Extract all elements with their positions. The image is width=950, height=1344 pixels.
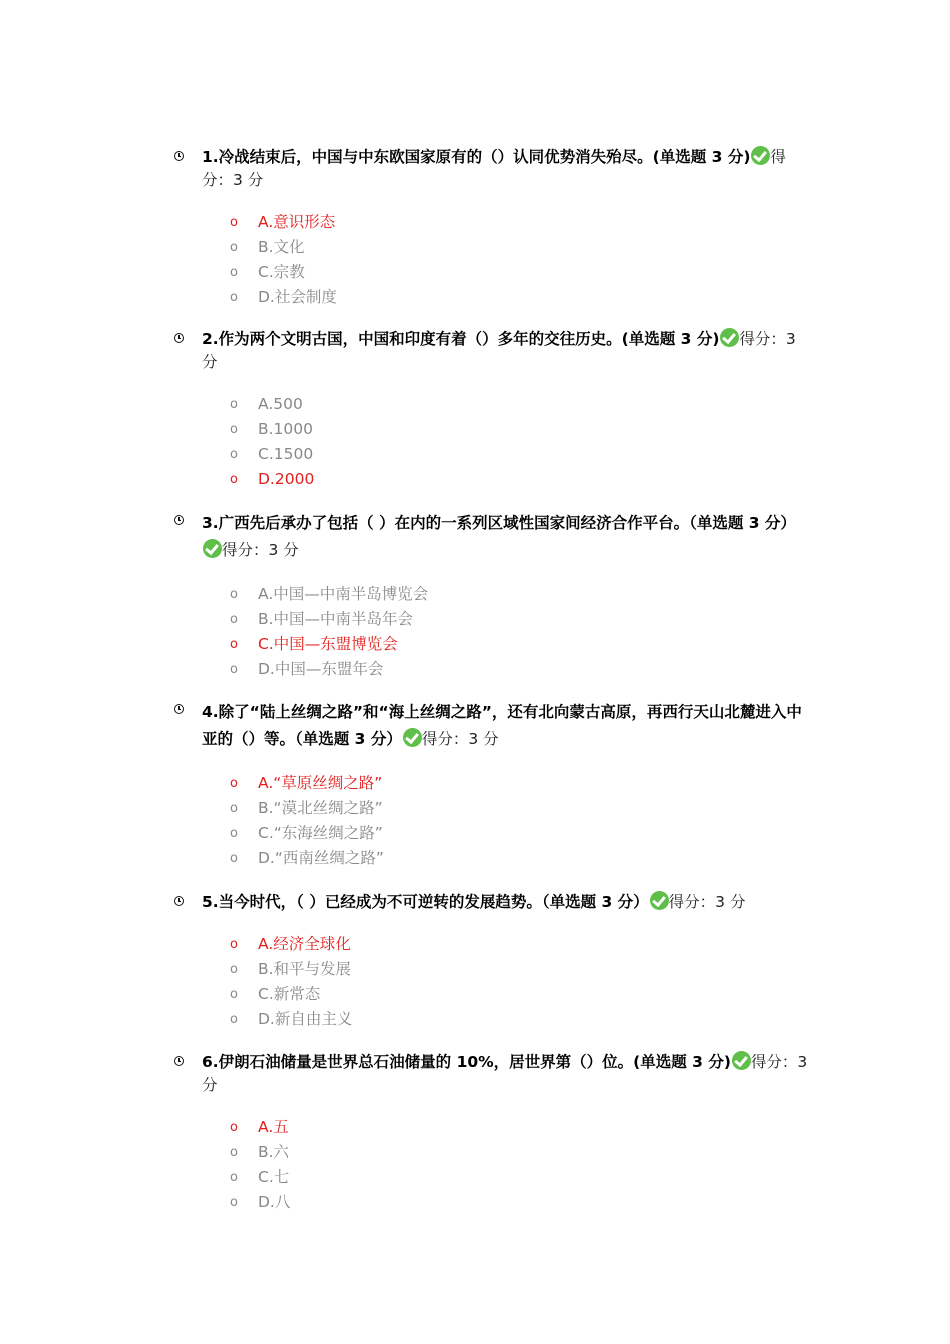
bullet: o (230, 1170, 238, 1185)
option-list (172, 392, 812, 492)
clock-icon (174, 896, 184, 906)
option-c[interactable] (230, 982, 812, 1007)
option-b[interactable] (230, 957, 812, 982)
option-label: D.2000 (258, 470, 315, 488)
question-5 (172, 891, 812, 1032)
option-c[interactable] (230, 821, 812, 846)
option-label: B.和平与发展 (258, 960, 352, 978)
check-circle-icon (650, 891, 669, 910)
question-score: 得分：3 分 (202, 330, 796, 371)
clock-icon (174, 704, 184, 714)
bullet: o (230, 612, 238, 627)
question-text: 1.冷战结束后，中国与中东欧国家原有的（）认同优势消失殆尽。(单选题 3 分) (202, 148, 751, 166)
bullet: o (230, 826, 238, 841)
bullet: o (230, 397, 238, 412)
question-4 (172, 699, 812, 871)
option-list (172, 210, 812, 310)
bullet: o (230, 962, 238, 977)
clock-icon (174, 151, 184, 161)
option-d[interactable] (230, 846, 812, 871)
question-5-header (172, 891, 812, 914)
option-a[interactable] (230, 582, 812, 607)
question-4-header (172, 699, 812, 753)
option-label: D.八 (258, 1193, 291, 1211)
option-a[interactable] (230, 1115, 812, 1140)
option-a[interactable] (230, 210, 812, 235)
option-d[interactable] (230, 285, 812, 310)
question-text: 4.除了“陆上丝绸之路”和“海上丝绸之路”，还有北向蒙古高原，再西行天山北麓进入中亚的（）等。（单选题 3 分） (202, 703, 802, 748)
option-a[interactable] (230, 932, 812, 957)
option-a[interactable] (230, 392, 812, 417)
check-circle-icon (720, 328, 739, 347)
quiz-results (172, 146, 812, 1215)
option-b[interactable] (230, 1140, 812, 1165)
bullet: o (230, 240, 238, 255)
bullet: o (230, 215, 238, 230)
option-d[interactable] (230, 1190, 812, 1215)
option-a[interactable] (230, 771, 812, 796)
question-score: 得分：3 分 (421, 730, 499, 748)
clock-icon (174, 1056, 184, 1066)
option-list (172, 771, 812, 871)
question-score: 得分：3 分 (668, 893, 746, 911)
option-label: A.“草原丝绸之路” (258, 774, 383, 792)
option-label: A.500 (258, 395, 303, 413)
option-label: C.“东海丝绸之路” (258, 824, 383, 842)
question-score: 得分：3 分 (202, 1053, 808, 1094)
bullet: o (230, 776, 238, 791)
bullet: o (230, 1195, 238, 1210)
check-circle-icon (751, 146, 770, 165)
option-label: C.七 (258, 1168, 290, 1186)
option-list (172, 932, 812, 1032)
question-text: 2.作为两个文明古国，中国和印度有着（）多年的交往历史。(单选题 3 分) (202, 330, 720, 348)
option-b[interactable] (230, 417, 812, 442)
bullet: o (230, 937, 238, 952)
bullet: o (230, 1120, 238, 1135)
option-label: B.中国—中南半岛年会 (258, 610, 414, 628)
question-3 (172, 510, 812, 682)
bullet: o (230, 265, 238, 280)
bullet: o (230, 290, 238, 305)
option-label: A.经济全球化 (258, 935, 351, 953)
question-2-header (172, 328, 812, 374)
option-label: C.中国—东盟博览会 (258, 635, 398, 653)
option-label: D.新自由主义 (258, 1010, 353, 1028)
question-3-header (172, 510, 812, 564)
option-label: A.意识形态 (258, 213, 336, 231)
option-b[interactable] (230, 235, 812, 260)
option-label: A.五 (258, 1118, 289, 1136)
bullet: o (230, 447, 238, 462)
question-1-header (172, 146, 812, 192)
option-c[interactable] (230, 260, 812, 285)
option-list (172, 1115, 812, 1215)
bullet: o (230, 662, 238, 677)
bullet: o (230, 637, 238, 652)
option-label: D.“西南丝绸之路” (258, 849, 384, 867)
check-circle-icon (732, 1051, 751, 1070)
bullet: o (230, 587, 238, 602)
question-6 (172, 1051, 812, 1215)
question-text: 3.广西先后承办了包括（ ）在内的一系列区域性国家间经济合作平台。（单选题 3 分） (202, 514, 796, 532)
option-label: B.文化 (258, 238, 305, 256)
bullet: o (230, 422, 238, 437)
option-b[interactable] (230, 796, 812, 821)
bullet: o (230, 851, 238, 866)
option-label: B.六 (258, 1143, 290, 1161)
option-label: B.1000 (258, 420, 314, 438)
bullet: o (230, 801, 238, 816)
option-label: A.中国—中南半岛博览会 (258, 585, 429, 603)
option-d[interactable] (230, 1007, 812, 1032)
question-1 (172, 146, 812, 310)
bullet: o (230, 1145, 238, 1160)
option-d[interactable] (230, 467, 812, 492)
option-b[interactable] (230, 607, 812, 632)
bullet: o (230, 987, 238, 1002)
bullet: o (230, 472, 238, 487)
option-label: C.新常态 (258, 985, 321, 1003)
question-text: 5.当今时代，（ ）已经成为不可逆转的发展趋势。（单选题 3 分） (202, 893, 649, 911)
bullet: o (230, 1012, 238, 1027)
check-circle-icon (203, 539, 222, 558)
option-label: C.宗教 (258, 263, 305, 281)
question-score: 得分：3 分 (202, 148, 786, 189)
option-list (172, 582, 812, 682)
check-circle-icon (403, 728, 422, 747)
option-label: B.“漠北丝绸之路” (258, 799, 383, 817)
question-6-header (172, 1051, 812, 1097)
option-c[interactable] (230, 632, 812, 657)
option-label: C.1500 (258, 445, 314, 463)
question-score: 得分：3 分 (222, 541, 299, 559)
option-c[interactable] (230, 1165, 812, 1190)
question-text: 6.伊朗石油储量是世界总石油储量的 10%，居世界第（）位。(单选题 3 分) (202, 1053, 731, 1071)
clock-icon (174, 333, 184, 343)
option-label: D.社会制度 (258, 288, 337, 306)
option-c[interactable] (230, 442, 812, 467)
option-label: D.中国—东盟年会 (258, 660, 384, 678)
question-2 (172, 328, 812, 492)
clock-icon (174, 515, 184, 525)
option-d[interactable] (230, 657, 812, 682)
